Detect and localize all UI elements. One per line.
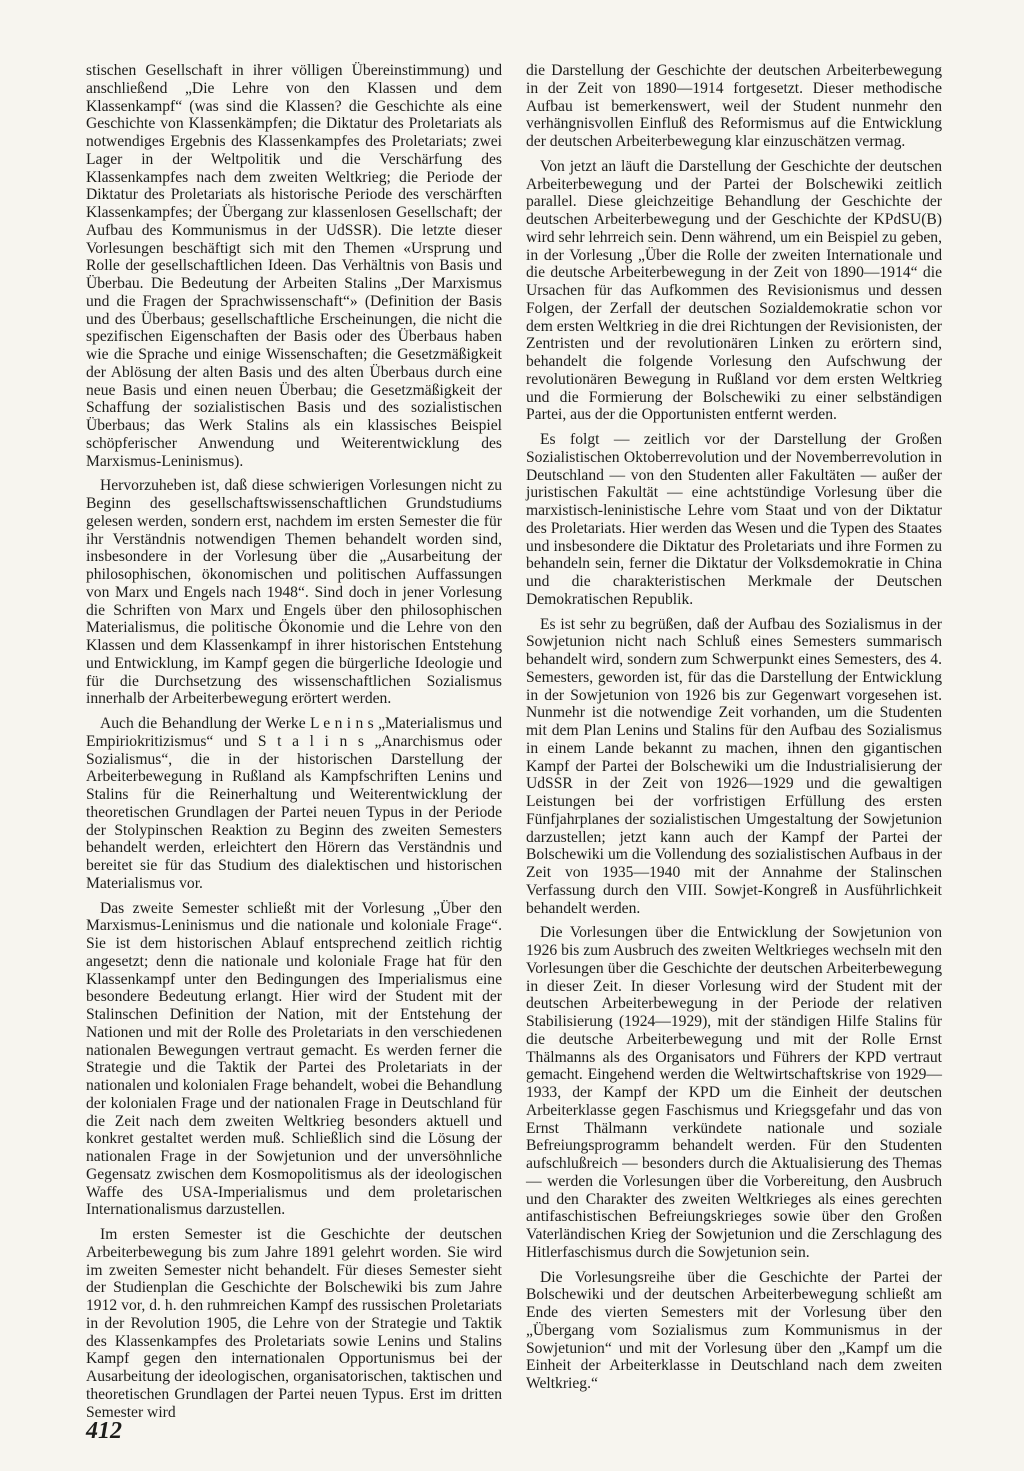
- paragraph: Von jetzt an läuft die Darstellung der Geschichte der deutschen Arbeiterbewegung und der Partei der Bolschewiki zeitlich parallel. Diese gleichzeitige Behandlung der Geschichte der deutschen Arbeiterbewegung und der Geschichte der KPdSU(B) wird sehr lehrreich sein. Denn während, um ein Beispiel zu geben, in der Vorlesung „Über die Rolle der zweiten Internationale und die deutsche Arbeiterbewegung in der Zeit von 1890—1914“ die Ursachen für das Aufkommen des Revisionismus und dessen Folgen, der Zerfall der deutschen Sozialdemokratie schon vor dem ersten Weltkrieg in die drei Richtungen der Revisionisten, der Zentristen und der revolutionären Linken zu erörtern sind, behandelt die folgende Vorlesung den Aufschwung der revolutionären Bewegung in Rußland vor dem ersten Weltkrieg und die Formierung der Bolschewiki zu einer selbständigen Partei, aus der die Opportunisten entfernt werden.: [526, 157, 942, 424]
- paragraph: die Darstellung der Geschichte der deutschen Arbeiterbewegung in der Zeit von 1890—1914 fortgesetzt. Dieser methodische Aufbau ist bemerkenswert, weil der Student nunmehr den verhängnisvollen Einfluß des Reformismus auf die Entwicklung der deutschen Arbeiterbewegung klar einzuschätzen vermag.: [526, 62, 942, 150]
- paragraph: Auch die Behandlung der Werke L e n i n s „Materialismus und Empiriokritizismus“ und S t a l i n s „Anarchismus oder Sozialismus“, die in der historischen Darstellung der Arbeiterbewegung in Rußland als Kampfschriften Lenins und Stalins für die Reinerhaltung und Weiterentwicklung der theoretischen Grundlagen der Partei neuen Typus in der Periode der Stolypinschen Reaktion zu Beginn des zweiten Semesters behandelt werden, erleichtert den Hörern das Verständnis und bereitet sie für das Studium des dialektischen und historischen Materialismus vor.: [86, 715, 502, 892]
- right-column: [526, 62, 942, 1400]
- paragraph: Es folgt — zeitlich vor der Darstellung der Großen Sozialistischen Oktoberrevolution und der Novemberrevolution in Deutschland — von den Studenten aller Fakultäten — außer der juristischen Fakultät — eine achtstündige Vorlesung über die marxistisch-leninistische Lehre vom Staat und von der Diktatur des Proletariats. Hier werden das Wesen und die Typen des Staates und insbesondere die Diktatur des Proletariats und ihre Formen zu behandeln sein, ferner die Diktatur der Volksdemokratie in China und die charakteristischen Merkmale der Deutschen Demokratischen Republik.: [526, 431, 942, 608]
- paragraph: Im ersten Semester ist die Geschichte der deutschen Arbeiterbewegung bis zum Jahre 1891 gelehrt worden. Sie wird im zweiten Semester nicht behandelt. Für dieses Semester sieht der Studienplan die Geschichte der Bolschewiki bis zum Jahre 1912 vor, d. h. den ruhmreichen Kampf des russischen Proletariats in der Revolution 1905, die Lehre von der Strategie und Taktik des Klassenkampfes des Proletariats sowie Lenins und Stalins Kampf gegen den internationalen Opportunismus bei der Ausarbeitung der ideologischen, organisatorischen, taktischen und theoretischen Grundlagen der Partei neuen Typus. Erst im dritten Semester wird: [86, 1226, 502, 1421]
- paragraph: Es ist sehr zu begrüßen, daß der Aufbau des Sozialismus in der Sowjetunion nicht nach Schluß eines Semesters summarisch behandelt wird, sondern zum Schwerpunkt eines Semesters, des 4. Semesters, geworden ist, für das die Darstellung der Entwicklung in der Sowjetunion von 1926 bis zur Gegenwart vorgesehen ist. Nunmehr ist die notwendige Zeit vorhanden, um die Studenten mit dem Plan Lenins und Stalins für den Aufbau des Sozialismus in einem Lande bekannt zu machen, ihnen den gigantischen Kampf der Partei der Bolschewiki um die Industrialisierung der UdSSR in der Zeit von 1926—1929 und die gewaltigen Leistungen bei der vorfristigen Erfüllung des ersten Fünfjahrplanes der sozialistischen Umgestaltung der Sowjetunion darzustellen; jetzt kann auch der Kampf der Partei der Bolschewiki um die Vollendung des sozialistischen Aufbaus in der Zeit von 1935—1940 mit der Annahme der Stalinschen Verfassung durch den VIII. Sowjet-Kongreß in Ausführlichkeit behandelt werden.: [526, 615, 942, 917]
- paragraph: Das zweite Semester schließt mit der Vorlesung „Über den Marxismus-Leninismus und die nationale und koloniale Frage“. Sie ist dem historischen Ablauf entsprechend zeitlich richtig angesetzt; denn die nationale und koloniale Frage hat für den Klassenkampf unter den Bedingungen des Imperialismus eine besondere Bedeutung erlangt. Hier wird der Student mit der Stalinschen Definition der Nation, mit der Entstehung der Nationen und mit der Rolle des Proletariats in den verschiedenen nationalen Bewegungen vertraut gemacht. Es werden ferner die Strategie und die Taktik der Partei des Proletariats in der nationalen und kolonialen Frage behandelt, wobei die Behandlung der kolonialen Frage und der nationalen Frage in Deutschland für die Zeit nach dem zweiten Weltkrieg besonders aktuell und konkret gestaltet werden muß. Schließlich sind die Lösung der nationalen Frage in der Sowjetunion und der unversöhnliche Gegensatz zwischen dem Kosmopolitismus als der ideologischen Waffe des USA-Imperialismus und dem proletarischen Internationalismus darzustellen.: [86, 899, 502, 1219]
- paragraph: Hervorzuheben ist, daß diese schwierigen Vorlesungen nicht zu Beginn des gesellschaftswissenschaftlichen Grundstudiums gelesen werden, sondern erst, nachdem im ersten Semester die für ihr Verständnis notwendigen Themen behandelt worden sind, insbesondere in der Vorlesung über die „Ausarbeitung der philosophischen, ökonomischen und politischen Auffassungen von Marx und Engels nach 1948“. Sind doch in jener Vorlesung die Schriften von Marx und Engels über den philosophischen Materialismus, die politische Ökonomie und die Lehre von den Klassen und dem Klassenkampf in ihrer historischen Entstehung und Entwicklung, im Kampf gegen die bürgerliche Ideologie und für die Durchsetzung des wissenschaftlichen Sozialismus innerhalb der Arbeiterbewegung erörtert werden.: [86, 477, 502, 708]
- left-column: [86, 62, 502, 1428]
- paragraph: Die Vorlesungen über die Entwicklung der Sowjetunion von 1926 bis zum Ausbruch des zweiten Weltkrieges wechseln mit den Vorlesungen über die Geschichte der deutschen Arbeiterbewegung in dieser Zeit. In dieser Vorlesung wird der Student mit der deutschen Arbeiterbewegung in der Periode der relativen Stabilisierung (1924—1929), mit der ständigen Hilfe Stalins für die deutsche Arbeiterbewegung und mit der Rolle Ernst Thälmanns als des Organisators und Führers der KPD vertraut gemacht. Eingehend werden die Weltwirtschaftskrise von 1929—1933, der Kampf der KPD um die Einheit der deutschen Arbeiterklasse gegen Faschismus und Kriegsgefahr und das von Ernst Thälmann verkündete nationale und soziale Befreiungsprogramm behandelt werden. Für den Studenten aufschlußreich — besonders durch die Aktualisierung des Themas — werden die Vorlesungen über die Vorbereitung, den Ausbruch und den Charakter des zweiten Weltkrieges als eines gerechten antifaschistischen Befreiungskrieges sowie über den Großen Vaterländischen Krieg der Sowjetunion und die Zerschlagung des Hitlerfaschismus durch die Sowjetunion sein.: [526, 924, 942, 1261]
- page-number: 412: [86, 1418, 122, 1444]
- paragraph: Die Vorlesungsreihe über die Geschichte der Partei der Bolschewiki und der deutschen Arbeiterbewegung schließt am Ende des vierten Semesters mit der Vorlesung über den „Übergang vom Sozialismus zum Kommunismus in der Sowjetunion“ und mit der Vorlesung über den „Kampf um die Einheit der Arbeiterklasse in Deutschland nach dem zweiten Weltkrieg.“: [526, 1268, 942, 1392]
- paragraph: stischen Gesellschaft in ihrer völligen Übereinstimmung) und anschließend „Die Lehre von den Klassen und dem Klassenkampf“ (was sind die Klassen? die Geschichte als eine Geschichte von Klassenkämpfen; die Diktatur des Proletariats als notwendiges Ergebnis des Klassenkampfes des Proletariats; zwei Lager in der Weltpolitik und die Verschärfung des Klassenkampfes nach dem zweiten Weltkrieg; die Periode der Diktatur des Proletariats als historische Periode des verschärften Klassenkampfes; der Übergang zur klassenlosen Gesellschaft; der Aufbau des Kommunismus in der UdSSR). Die letzte dieser Vorlesungen beschäftigt sich mit den Themen «Ursprung und Rolle der gesellschaftlichen Ideen. Das Verhältnis von Basis und Überbau. Die Bedeutung der Arbeiten Stalins „Der Marxismus und die Fragen der Sprachwissenschaft“» (Definition der Basis und des Überbaus; gesellschaftliche Erscheinungen, die nicht die spezifischen Eigenschaften der Basis oder des Überbaus haben wie die Sprache und einige Wissenschaften; die Gesetzmäßigkeit der Ablösung der alten Basis und des alten Überbaus durch eine neue Basis und einen neuen Überbau; die Gesetzmäßigkeit der Schaffung der sozialistischen Basis und des sozialistischen Überbaus; das Werk Stalins als ein klassisches Beispiel schöpferischer Anwendung und Weiterentwicklung des Marxismus-Leninismus).: [86, 62, 502, 470]
